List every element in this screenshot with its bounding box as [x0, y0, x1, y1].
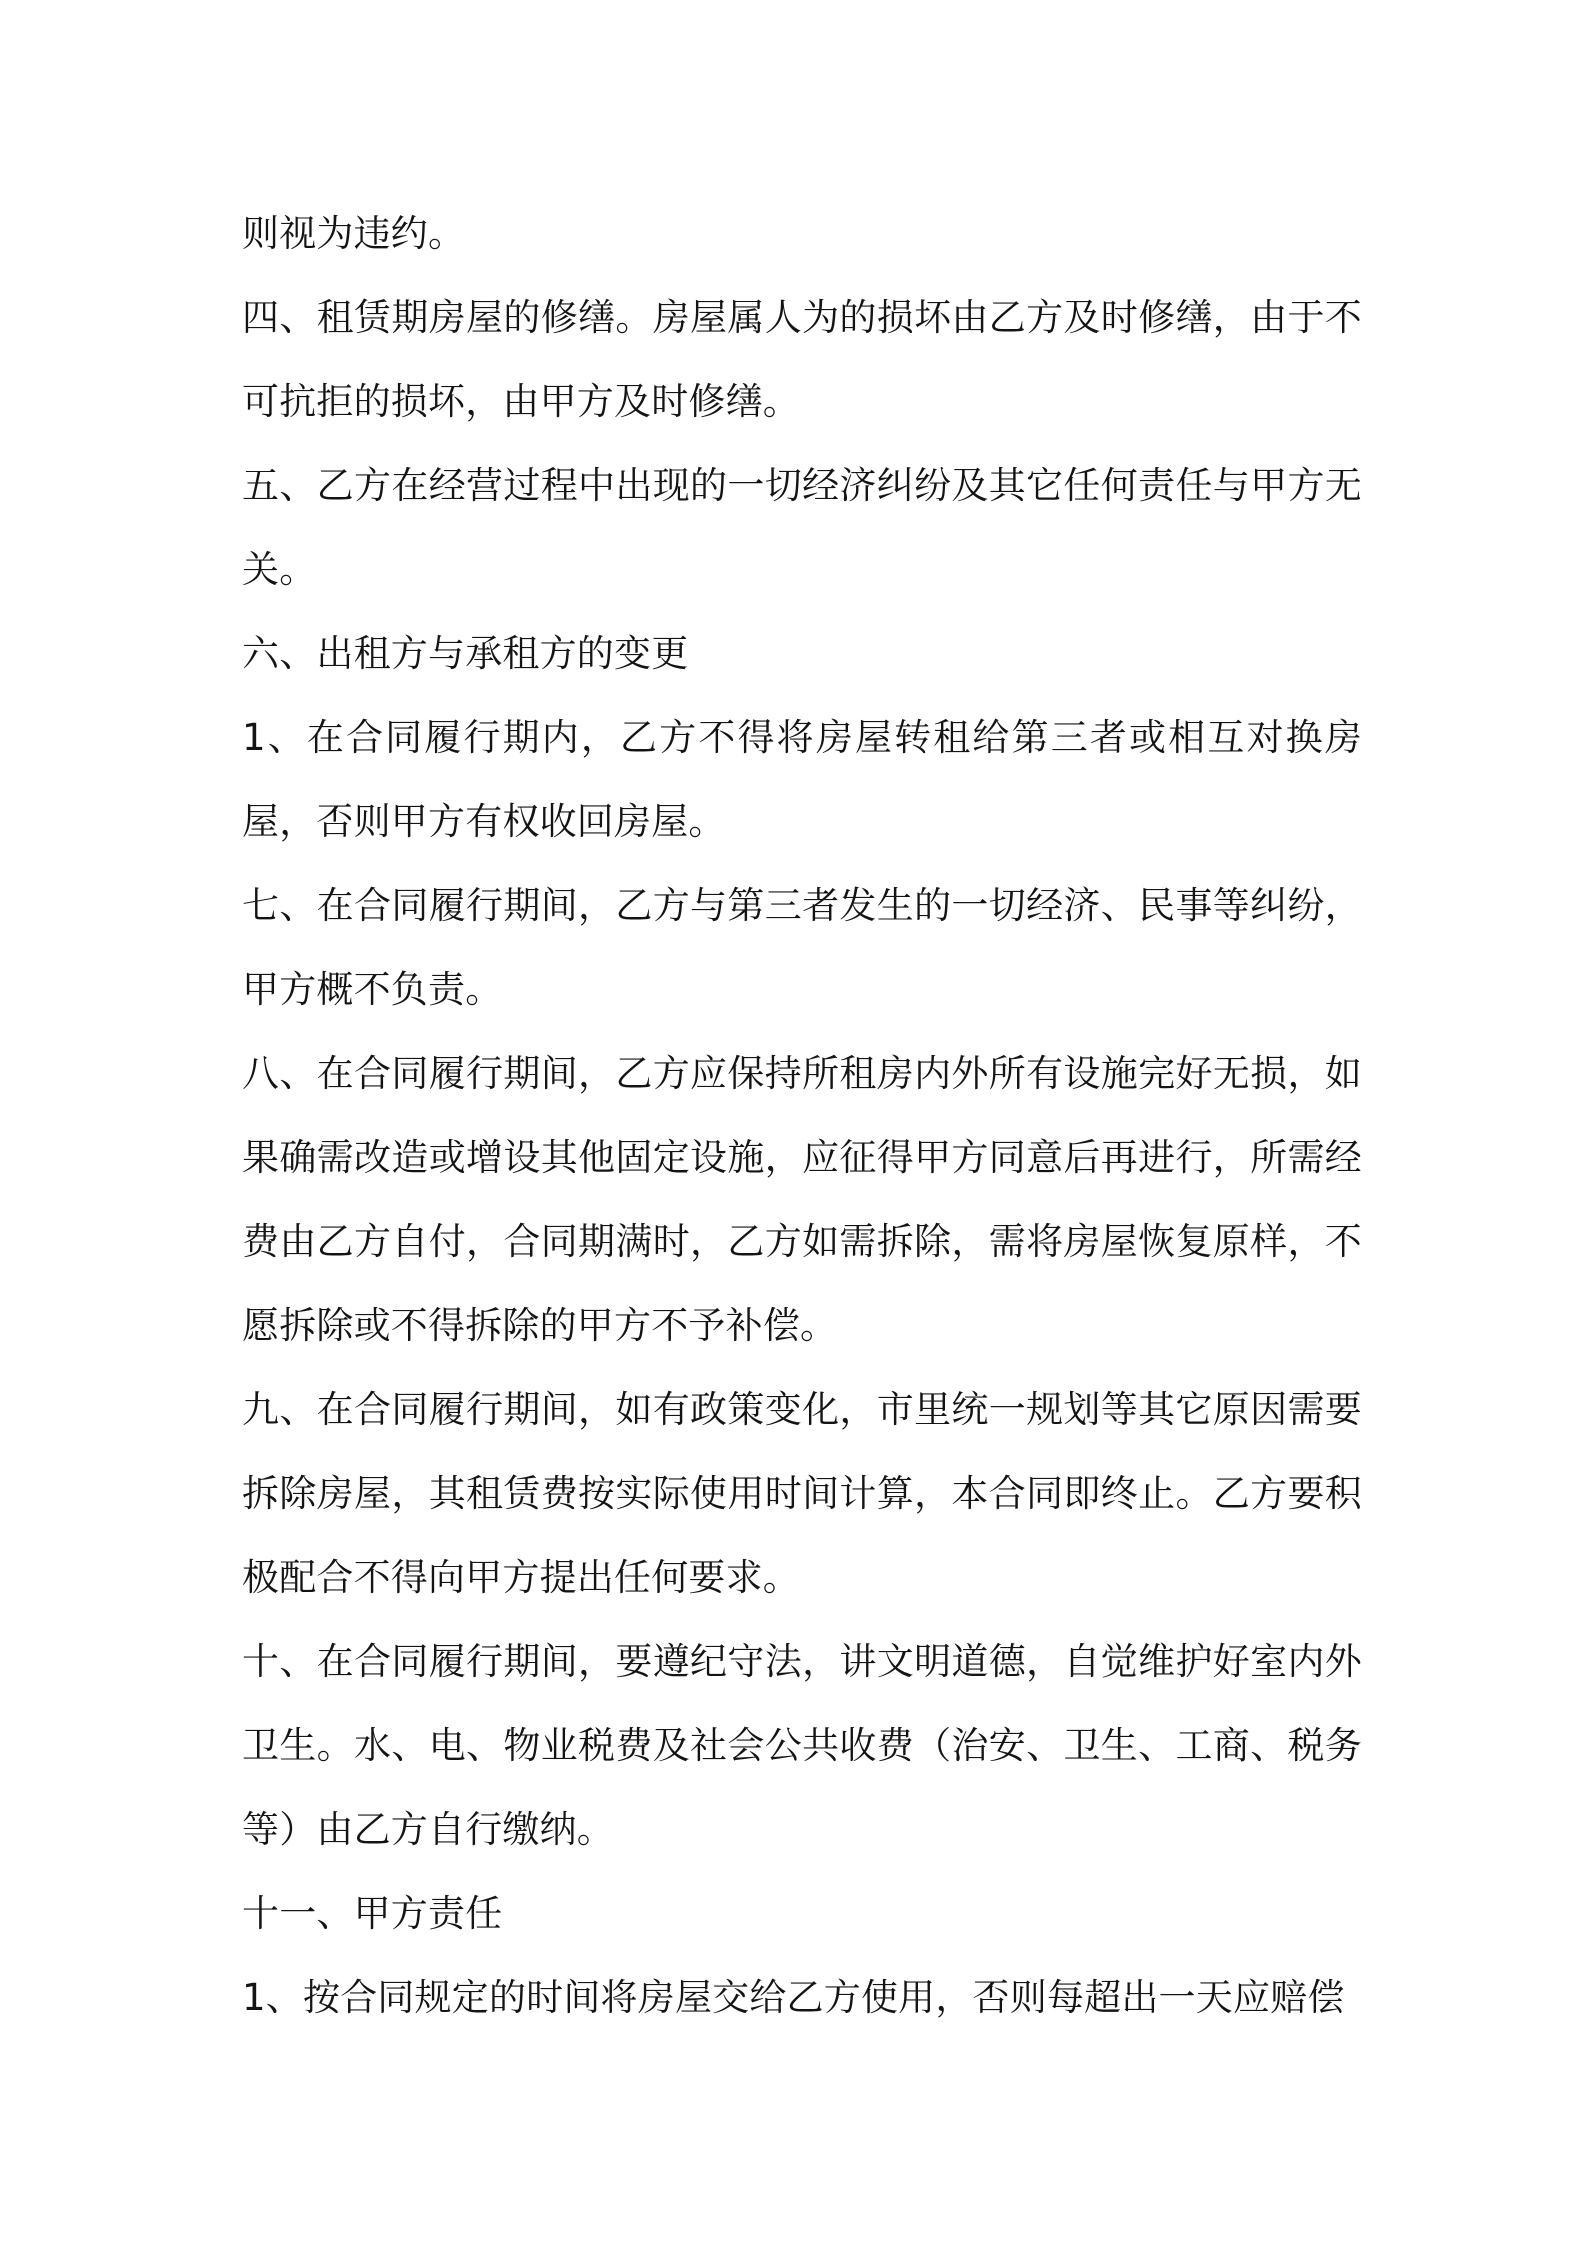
paragraph-clause-11-item-1-handover: 1、按合同规定的时间将房屋交给乙方使用，否则每超出一天应赔偿 — [242, 1976, 1345, 2019]
paragraph-clause-7-third-party: 七、在合同履行期间，乙方与第三者发生的一切经济、民事等纠纷，甲方概不负责。 — [242, 884, 1362, 1011]
paragraph-clause-4-repairs: 四、租赁期房屋的修缮。房屋属人为的损坏由乙方及时修缮，由于不可抗拒的损坏，由甲方及时修缮。 — [242, 296, 1362, 423]
heading-clause-11-party-a-duties: 十一、甲方责任 — [242, 1892, 503, 1935]
document-body — [242, 192, 1362, 2040]
heading-clause-6-change-of-parties: 六、出租方与承租方的变更 — [242, 632, 689, 675]
paragraph-clause-5-disputes: 五、乙方在经营过程中出现的一切经济纠纷及其它任何责任与甲方无关。 — [242, 464, 1362, 591]
paragraph-clause-10-conduct-fees: 十、在合同履行期间，要遵纪守法，讲文明道德，自觉维护好室内外卫生。水、电、物业税费及社会公共收费（治安、卫生、工商、税务等）由乙方自行缴纳。 — [242, 1640, 1362, 1851]
paragraph-violation-end: 则视为违约。 — [242, 212, 466, 255]
paragraph-clause-9-policy-change: 九、在合同履行期间，如有政策变化，市里统一规划等其它原因需要拆除房屋，其租赁费按实际使用时间计算，本合同即终止。乙方要积极配合不得向甲方提出任何要求。 — [242, 1388, 1362, 1599]
paragraph-clause-8-facilities: 八、在合同履行期间，乙方应保持所租房内外所有设施完好无损，如果确需改造或增设其他固定设施，应征得甲方同意后再进行，所需经费由乙方自付，合同期满时，乙方如需拆除，需将房屋恢复原样，不愿拆除或不得拆除的甲方不予补偿。 — [242, 1052, 1362, 1347]
paragraph-clause-6-item-1-sublet: 1、在合同履行期内，乙方不得将房屋转租给第三者或相互对换房屋，否则甲方有权收回房屋。 — [242, 716, 1362, 843]
